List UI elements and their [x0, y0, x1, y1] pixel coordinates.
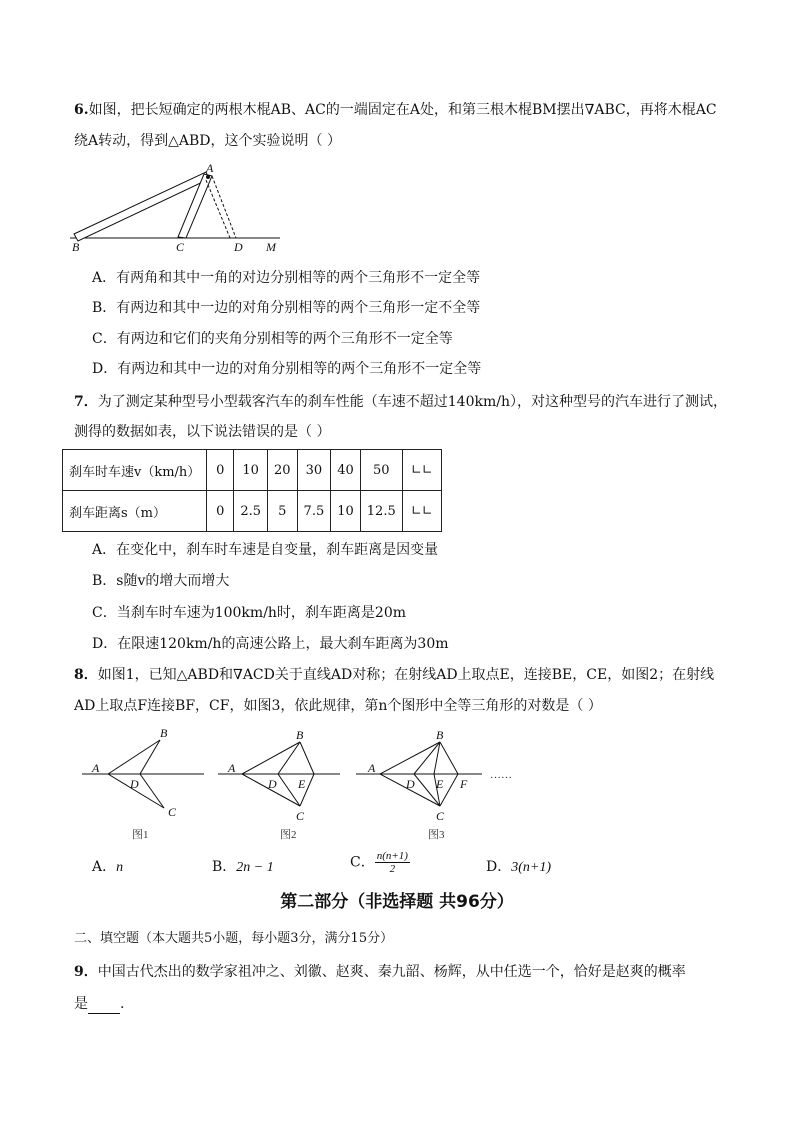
table-cell: 20 [268, 450, 298, 491]
table-cell: 0 [207, 450, 234, 491]
q8-option-b[interactable] [212, 857, 274, 878]
q8-f3-label-f: F [460, 777, 468, 791]
q8-figures [78, 726, 518, 844]
q7-row2-header: 刹车距离s（m） [63, 491, 207, 532]
q6-stem-line2: 绕A转动，得到△ABD，这个实验说明（ ） [74, 133, 341, 149]
q8-option-c-fraction [375, 850, 410, 875]
q9-stem-line1 [74, 962, 686, 982]
q8-f2-label-d: D [268, 777, 277, 791]
q7-data-table [62, 449, 442, 532]
q8-stem-line2: AD上取点F连接BF，CF，如图3，依此规律，第n个图形中全等三角形的对数是（ ） [74, 698, 602, 714]
q7-row1-header: 刹车时车速v（km/h） [63, 450, 207, 491]
table-cell: ∟∟ [402, 491, 441, 532]
q7-number: 7． [74, 394, 98, 410]
q6-stem-line1 [74, 100, 717, 120]
q8-option-c[interactable] [350, 850, 410, 875]
q9-stem-text1: 中国古代杰出的数学家祖冲之、刘徽、赵爽、秦九韶、杨辉，从中任选一个，恰好是赵爽的概率 [97, 964, 686, 980]
q7-stem-line1 [74, 392, 727, 412]
q8-stem-text1: 如图1，已知△ABD和∇ACD关于直线AD对称；在射线AD上取点E，连接BE，CE，如图2；在射线 [97, 667, 715, 683]
q9-number: 9． [74, 964, 98, 980]
table-cell: 30 [297, 450, 331, 491]
q8-option-d[interactable] [486, 857, 551, 878]
q6-stem-text1: 如图，把长短确定的两根木棍AB、AC的一端固定在A处，和第三根木棍BM摆出∇ABC，再将木棍AC [88, 102, 717, 118]
q6-label-c: C [176, 240, 185, 254]
section2-heading: 二、填空题（本大题共5小题，每小题3分，满分15分） [74, 931, 394, 946]
q6-option-b[interactable]: B．有两边和其中一边的对角分别相等的两个三角形一定不全等 [92, 300, 481, 316]
q8-caption-3: 图3 [428, 829, 445, 841]
table-cell: 40 [331, 450, 361, 491]
table-cell: 7.5 [297, 491, 331, 532]
q8-option-c-denominator: 2 [389, 863, 396, 875]
q6-label-b: B [72, 240, 80, 254]
q9-stem-line2 [74, 994, 124, 1014]
table-row [63, 450, 442, 491]
q6-label-m: M [266, 240, 276, 254]
q8-stem-line1 [74, 665, 714, 685]
q9-line2-suffix: . [120, 996, 125, 1012]
q8-figure-1 [82, 726, 204, 841]
q8-option-a-label: A． [92, 859, 117, 875]
q8-f1-label-a: A [92, 761, 100, 775]
q8-option-b-label: B． [212, 859, 237, 875]
q8-f3-label-e: E [436, 777, 444, 791]
table-row [63, 491, 442, 532]
q8-caption-1: 图1 [132, 829, 149, 841]
q6-figure [66, 162, 296, 258]
q8-number: 8． [74, 667, 98, 683]
q7-option-c[interactable]: C．当刹车时车速为100km/h时，刹车距离是20m [92, 605, 407, 621]
q6-label-a: A [206, 162, 214, 175]
q6-pivot-a [206, 175, 210, 179]
q8-ellipsis: …… [490, 769, 512, 781]
q8-f2-label-c: C [296, 809, 305, 823]
q8-option-c-label: C． [350, 854, 375, 871]
table-cell: 5 [268, 491, 298, 532]
table-cell: 2.5 [234, 491, 268, 532]
q8-f3-label-c: C [436, 809, 445, 823]
q8-f2-label-b: B [296, 728, 304, 742]
q6-number: 6. [74, 102, 89, 118]
q9-answer-blank[interactable] [88, 999, 120, 1014]
table-cell: 10 [234, 450, 268, 491]
q7-option-a[interactable]: A．在变化中，刹车时车速是自变量，刹车距离是因变量 [92, 542, 439, 558]
q7-option-b[interactable]: B．s随v的增大而增大 [92, 573, 230, 589]
table-cell: ∟∟ [402, 450, 441, 491]
q8-f3-label-a: A [368, 761, 376, 775]
table-cell: 10 [331, 491, 361, 532]
q7-stem-line2: 测得的数据如表，以下说法错误的是（ ） [74, 424, 331, 440]
q8-option-a-value: n [116, 860, 124, 875]
q6-option-c[interactable]: C．有两边和它们的夹角分别相等的两个三角形不一定全等 [92, 331, 453, 347]
q8-f1-label-c: C [168, 805, 177, 819]
q8-f1-label-d: D [130, 777, 139, 791]
q8-figure-2 [218, 728, 340, 841]
q6-dashed-ad-2 [206, 180, 230, 238]
q8-f3-label-d: D [406, 777, 415, 791]
q6-dashed-ad-1 [212, 176, 236, 238]
q8-option-c-numerator: n(n+1) [376, 850, 408, 862]
table-cell: 0 [207, 491, 234, 532]
q9-line2-prefix: 是 [74, 996, 88, 1012]
q6-label-d: D [234, 240, 243, 254]
table-cell: 12.5 [360, 491, 402, 532]
q8-option-a[interactable] [92, 857, 123, 878]
q6-option-d[interactable]: D．有两边和其中一边的对角分别相等的两个三角形不一定全等 [92, 361, 482, 377]
q8-f1-label-b: B [160, 726, 168, 740]
q8-figure-3 [356, 728, 482, 841]
q8-caption-2: 图2 [280, 829, 297, 841]
q8-f2-label-a: A [228, 761, 236, 775]
q8-f2-label-e: E [298, 777, 306, 791]
q7-option-d[interactable]: D．在限速120km/h的高速公路上，最大刹车距离为30m [92, 636, 449, 652]
q8-f3-label-b: B [436, 728, 444, 742]
q6-option-a[interactable]: A．有两角和其中一角的对边分别相等的两个三角形不一定全等 [92, 270, 481, 286]
table-cell: 50 [360, 450, 402, 491]
q7-stem-text1: 为了测定某种型号小型载客汽车的刹车性能（车速不超过140km/h），对这种型号的汽车进行了测试， [97, 394, 727, 410]
q8-option-d-label: D． [486, 859, 512, 875]
q8-option-b-value: 2n − 1 [236, 860, 274, 875]
part2-heading: 第二部分（非选择题 共96分） [280, 892, 514, 912]
q8-option-d-value: 3(n+1) [511, 860, 552, 875]
